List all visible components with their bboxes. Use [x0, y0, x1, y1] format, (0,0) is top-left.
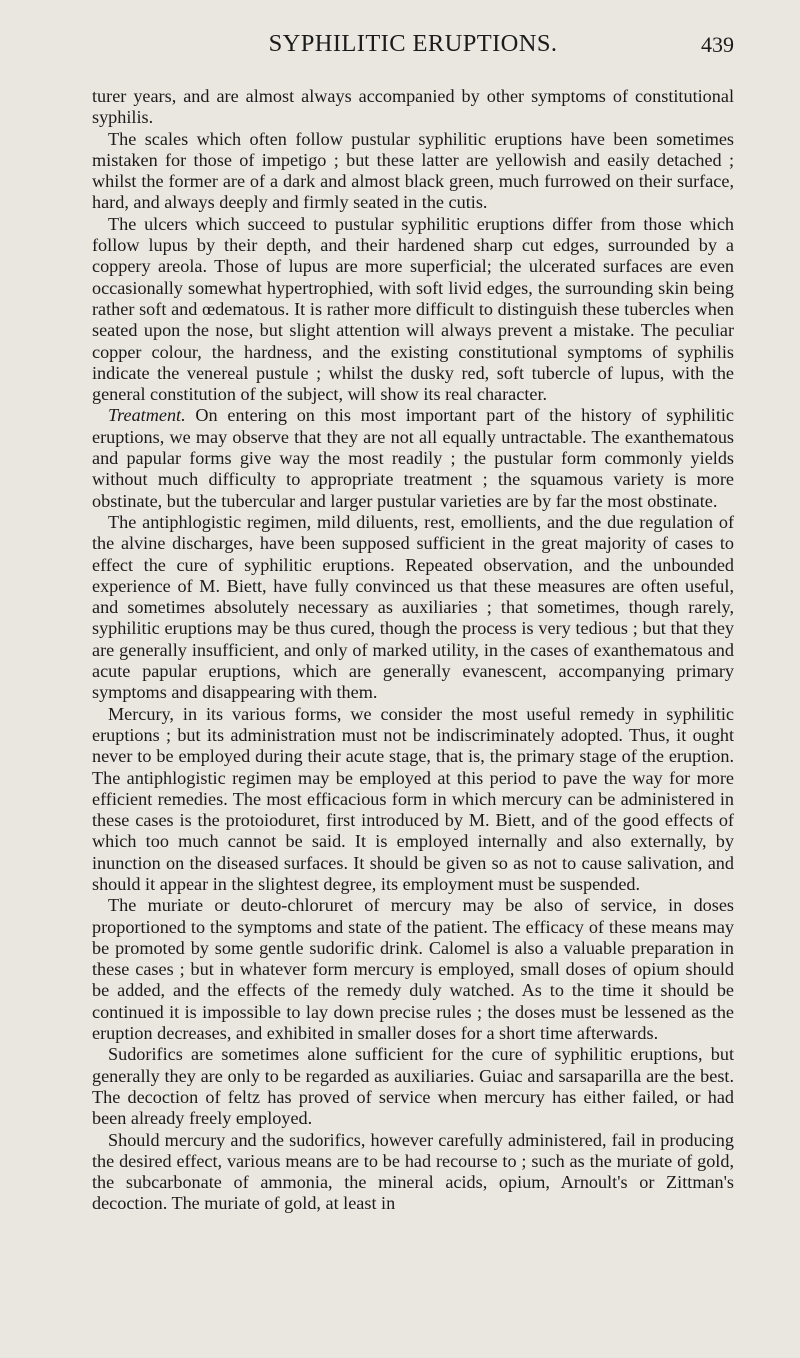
running-header — [92, 30, 734, 66]
paragraph-ulcers: The ulcers which succeed to pustular syphilitic eruptions differ from those which follow lupus by their depth, and their hardened sharp cut edges, surrounded by a coppery areola. Those of lupus are more superficial; the ulcerated surfaces are even occasionally somewhat hypertrophied, with soft livid edges, the surrounding skin being rather soft and œdematous. It is rather more difficult to distinguish these tubercles when seated upon the nose, but slight attention will always prevent a mistake. The peculiar copper colour, the hardness, and the existing constitutional symptoms of syphilis indicate the venereal pustule ; whilst the dusky red, soft tubercle of lupus, with the general constitution of the subject, will show its real character. — [92, 213, 734, 405]
paragraph-sudorifics: Sudorifics are sometimes alone sufficient for the cure of syphilitic eruptions, but generally they are only to be regarded as auxiliaries. Guiac and sarsaparilla are the best. The decoction of feltz has proved of service when mercury has either failed, or had been already freely employed. — [92, 1044, 734, 1129]
paragraph-mercury: Mercury, in its various forms, we consider the most useful remedy in syphilitic eruptions ; but its administration must not be indiscriminately adopted. Thus, it ought never to be employed during their acute stage, that is, the primary stage of the eruption. The antiphlogistic regimen may be employed at this period to pave the way for more efficient remedies. The most efficacious form in which mercury can be administered in these cases is the protoioduret, first introduced by M. Biett, and of the good effects of which too much cannot be said. It is employed internally and also externally, by inunction on the diseased surfaces. It should be given so as not to cause salivation, and should it appear in the slightest degree, its employment must be suspended. — [92, 703, 734, 894]
paragraph-muriate: The muriate or deuto-chloruret of mercury may be also of service, in doses proportioned to the symptoms and state of the patient. The efficacy of these means may be promoted by some gentle sudorific drink. Calomel is also a valuable preparation in these cases ; but in whatever form mercury is employed, small doses of opium should be added, and the effects of the remedy duly watched. As to the time it should be continued it is impossible to lay down precise rules ; the doses must be lessened as the eruption decreases, and exhibited in smaller doses for a short time afterwards. — [92, 895, 734, 1044]
page-number: 439 — [701, 32, 734, 57]
treatment-text: On entering on this most important part of the history of syphilitic eruptions, we may observe that they are not all equally untractable. The exanthematous and papular forms give way the most readily ; the pustular form commonly yields without much difficulty to appropriate treatment ; the squamous variety is more obstinate, but the tubercular and larger pustular varieties are by far the most obstinate. — [92, 405, 734, 511]
paragraph-antiphlogistic: The antiphlogistic regimen, mild diluents, rest, emollients, and the due regulation of the alvine discharges, have been supposed sufficient in the great majority of cases to effect the cure of syphilitic eruptions. Repeated observation, and the unbounded experience of M. Biett, have fully convinced us that these measures are often useful, and sometimes absolutely necessary as auxiliaries ; that sometimes, though rarely, syphilitic eruptions may be thus cured, though the process is very tedious ; but that they are generally insufficient, and only of marked utility, in the cases of exanthematous and acute papular eruptions, which are generally evanescent, accompanying primary symptoms and disappearing with them. — [92, 511, 734, 703]
treatment-heading: Treatment. — [108, 405, 186, 426]
paragraph-scales: The scales which often follow pustular syphilitic eruptions have been sometimes mistaken for those of impetigo ; but these latter are yellowish and easily detached ; whilst the former are of a dark and almost black green, much furrowed on their surface, hard, and always deeply and firmly seated in the cutis. — [92, 128, 734, 213]
paragraph-alternatives: Should mercury and the sudorifics, however carefully administered, fail in producing the desired effect, various means are to be had recourse to ; such as the muriate of gold, the subcarbonate of ammonia, the mineral acids, opium, Arnoult's or Zittman's decoction. The muriate of gold, at least in — [92, 1129, 734, 1214]
body-text — [92, 86, 734, 1215]
paragraph-treatment — [92, 405, 734, 511]
page-title: SYPHILITIC ERUPTIONS. — [268, 30, 558, 57]
paragraph-continuation: turer years, and are almost always accompanied by other symptoms of constitutional syphilis. — [92, 86, 734, 128]
